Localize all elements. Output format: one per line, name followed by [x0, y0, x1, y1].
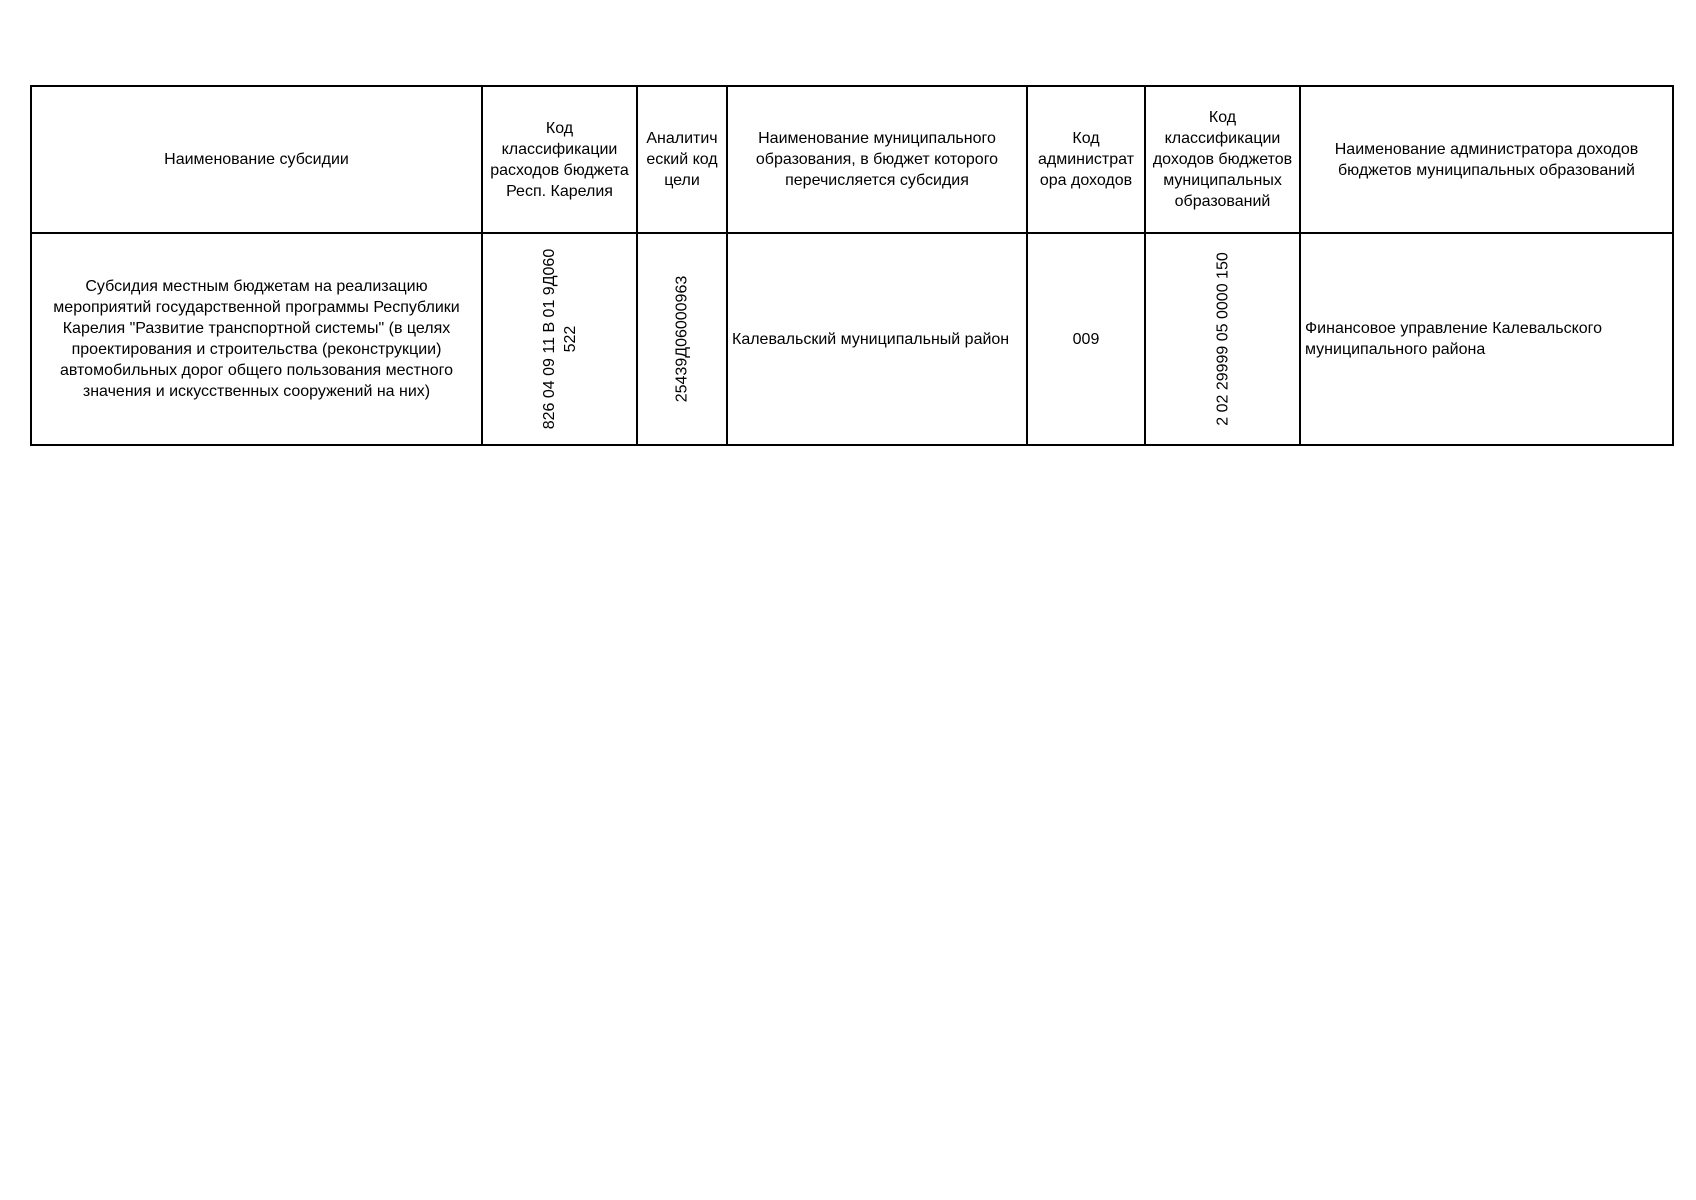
header-analytic-code: Аналитич еский код цели [637, 86, 727, 233]
header-expense-code: Код классификации расходов бюджета Респ. Карелия [482, 86, 637, 233]
cell-income-code [1145, 233, 1300, 445]
table-header-row [31, 86, 1673, 233]
cell-admin-code: 009 [1027, 233, 1145, 445]
table-row [31, 233, 1673, 445]
header-subsidy-name: Наименование субсидии [31, 86, 482, 233]
cell-expense-code [482, 233, 637, 445]
subsidy-table [30, 85, 1674, 446]
cell-municipality: Калевальский муниципальный район [727, 233, 1027, 445]
header-income-code: Код классификации доходов бюджетов муниципальных образований [1145, 86, 1300, 233]
cell-administrator: Финансовое управление Калевальского муниципального района [1300, 233, 1673, 445]
income-code-text: 2 02 29999 05 0000 150 [1214, 252, 1231, 426]
cell-analytic-code [637, 233, 727, 445]
cell-subsidy-name: Субсидия местным бюджетам на реализацию мероприятий государственной программы Республики Карелия "Развитие транспортной системы" (в целях проектирования и строительства (реконструкции) автомобильных дорог общего пользования местного значения и искусственных сооружений на них) [31, 233, 482, 445]
analytic-code-text: 25439Д06000963 [673, 275, 691, 403]
header-municipality: Наименование муниципального образования, в бюджет которого перечисляется субсидия [727, 86, 1027, 233]
header-administrator: Наименование администратора доходов бюджетов муниципальных образований [1300, 86, 1673, 233]
header-admin-code: Код администрат ора доходов [1027, 86, 1145, 233]
expense-code-text: 826 04 09 11 В 01 9Д060 522 [540, 248, 579, 430]
